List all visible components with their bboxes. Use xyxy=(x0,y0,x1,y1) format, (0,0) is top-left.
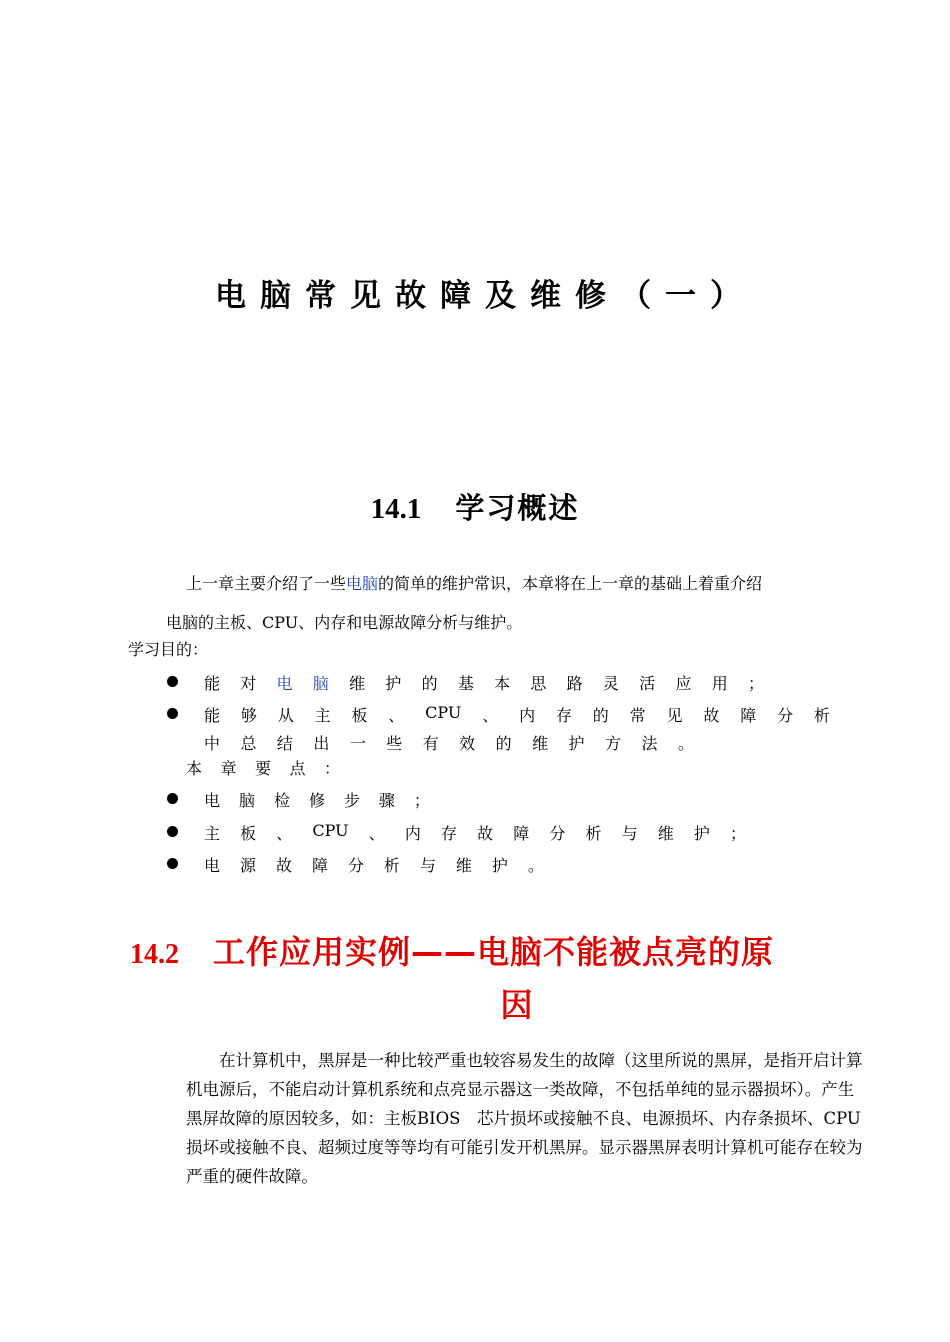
spaced-char: 主 xyxy=(314,706,331,725)
spaced-char: 路 xyxy=(566,674,583,693)
spaced-char: 要 xyxy=(254,759,271,778)
spaced-char: 一 xyxy=(349,734,366,753)
spaced-char: 板 xyxy=(240,824,257,843)
intro-line-2: 电脑的主板、CPU、内存和电源故障分析与维护。 xyxy=(166,613,523,632)
spaced-char: 维 xyxy=(532,734,549,753)
spaced-char: 护 xyxy=(693,824,710,843)
spaced-char: 障 xyxy=(740,706,757,725)
spaced-char: 、 xyxy=(482,706,499,725)
spaced-char: 主 xyxy=(204,824,221,843)
objective-2-line-1 xyxy=(204,703,830,726)
bullet-icon xyxy=(167,676,178,687)
spaced-char: 能 xyxy=(204,706,221,725)
bullet-icon xyxy=(167,793,178,804)
spaced-char: 本 xyxy=(186,759,203,778)
spaced-char: 障 xyxy=(513,824,530,843)
spaced-char: 骤 xyxy=(378,791,395,810)
spaced-char: 板 xyxy=(351,706,368,725)
spaced-char: 析 xyxy=(383,856,400,875)
spaced-char: 的 xyxy=(592,706,609,725)
spaced-char: 见 xyxy=(666,706,683,725)
spaced-char: 。 xyxy=(677,734,694,753)
spaced-char: 维 xyxy=(657,824,674,843)
spaced-char: ； xyxy=(747,674,764,693)
spaced-char: 够 xyxy=(240,706,257,725)
spaced-char: 电 xyxy=(204,791,221,810)
spaced-char: 方 xyxy=(604,734,621,753)
spaced-char: 思 xyxy=(530,674,547,693)
keypoint-1 xyxy=(204,788,430,811)
spaced-char: 存 xyxy=(440,824,457,843)
spaced-char: 些 xyxy=(386,734,403,753)
spaced-char: 与 xyxy=(419,856,436,875)
objective-1 xyxy=(204,671,764,694)
spaced-char: 活 xyxy=(639,674,656,693)
spaced-char: 章 xyxy=(220,759,237,778)
objectives-label: 学习目的： xyxy=(128,640,209,659)
spaced-char: 检 xyxy=(273,791,290,810)
keypoint-3 xyxy=(204,853,544,876)
spaced-char: CPU xyxy=(312,821,349,840)
spaced-char: 与 xyxy=(621,824,638,843)
spaced-char: 故 xyxy=(275,856,292,875)
spaced-char: 源 xyxy=(239,856,256,875)
spaced-char: 法 xyxy=(641,734,658,753)
spaced-char: 维 xyxy=(455,856,472,875)
spaced-char: 故 xyxy=(477,824,494,843)
spaced-char: 灵 xyxy=(602,674,619,693)
spaced-char: ； xyxy=(729,824,746,843)
spaced-char: 内 xyxy=(404,824,421,843)
keypoints-label xyxy=(186,756,340,779)
keypoint-2 xyxy=(204,821,746,844)
spaced-char: 总 xyxy=(240,734,257,753)
spaced-char: 脑 xyxy=(238,791,255,810)
spaced-char: 中 xyxy=(204,734,221,753)
spaced-char: 内 xyxy=(519,706,536,725)
spaced-char: 析 xyxy=(813,706,830,725)
spaced-char: 电 xyxy=(276,674,293,693)
document-title: 电脑常见故障及维修（一） xyxy=(215,278,755,314)
spaced-char: 对 xyxy=(240,674,257,693)
section-number: 14.2 xyxy=(130,939,179,970)
spaced-char: 结 xyxy=(276,734,293,753)
bullet-icon xyxy=(167,858,178,869)
spaced-char: 故 xyxy=(703,706,720,725)
spaced-char: 点 xyxy=(289,759,306,778)
section-title-line-1: 工作应用实例——电脑不能被点亮的原 xyxy=(213,933,775,971)
spaced-char: 效 xyxy=(459,734,476,753)
spaced-char: 的 xyxy=(421,674,438,693)
spaced-char: 有 xyxy=(422,734,439,753)
intro-text: 上一章主要介绍了一些 xyxy=(186,574,347,593)
spaced-char: 护 xyxy=(491,856,508,875)
computer-link[interactable]: 电脑 xyxy=(346,574,379,593)
spaced-char: 分 xyxy=(347,856,364,875)
section-heading-14-2 xyxy=(130,927,774,973)
spaced-char: 基 xyxy=(457,674,474,693)
spaced-char: ： xyxy=(323,759,340,778)
spaced-char: 分 xyxy=(777,706,794,725)
bullet-icon xyxy=(167,708,178,719)
spaced-char: 脑 xyxy=(312,674,329,693)
spaced-char: 修 xyxy=(308,791,325,810)
spaced-char: 存 xyxy=(555,706,572,725)
objective-2-line-2 xyxy=(204,731,694,754)
spaced-char: 。 xyxy=(527,856,544,875)
bullet-icon xyxy=(167,826,178,837)
spaced-char: 护 xyxy=(568,734,585,753)
section-title: 学习概述 xyxy=(455,491,580,525)
section-title-line-2: 因 xyxy=(500,986,534,1024)
spaced-char: 出 xyxy=(313,734,330,753)
spaced-char: 析 xyxy=(585,824,602,843)
section-number: 14.1 xyxy=(370,493,422,525)
intro-line-1 xyxy=(186,571,762,594)
section-heading-14-1 xyxy=(0,486,950,527)
spaced-char: 的 xyxy=(495,734,512,753)
intro-text-rest: 的简单的维护常识，本章将在上一章的基础上着重介绍 xyxy=(378,574,763,593)
spaced-char: ； xyxy=(413,791,430,810)
spaced-char: 从 xyxy=(277,706,294,725)
spaced-char: 障 xyxy=(311,856,328,875)
spaced-char: CPU xyxy=(425,703,462,722)
spaced-char: 能 xyxy=(204,674,221,693)
spaced-char: 、 xyxy=(388,706,405,725)
spaced-char: 、 xyxy=(276,824,293,843)
spaced-char: 本 xyxy=(494,674,511,693)
spaced-char: 用 xyxy=(711,674,728,693)
spaced-char: 维 xyxy=(349,674,366,693)
spaced-char: 、 xyxy=(368,824,385,843)
spaced-char: 应 xyxy=(675,674,692,693)
spaced-char: 护 xyxy=(385,674,402,693)
black-screen-paragraph: 在计算机中，黑屏是一种比较严重也较容易发生的故障（这里所说的黑屏，是指开启计算机电源后，不能启动计算机系统和点亮显示器这一类故障，不包括单纯的显示器损坏）。产生黑屏故障的原因较多，如：主板BIOS 芯片损坏或接触不良、电源损坏、内存条损坏、CPU损坏或接触不良、超频过度等等均有可能引发开机黑屏。显示器黑屏表明计算机可能存在较为严重的硬件故障。 xyxy=(186,1051,863,1186)
spaced-char: 常 xyxy=(629,706,646,725)
spaced-char: 步 xyxy=(343,791,360,810)
spaced-char: 电 xyxy=(204,856,221,875)
spaced-char: 分 xyxy=(549,824,566,843)
